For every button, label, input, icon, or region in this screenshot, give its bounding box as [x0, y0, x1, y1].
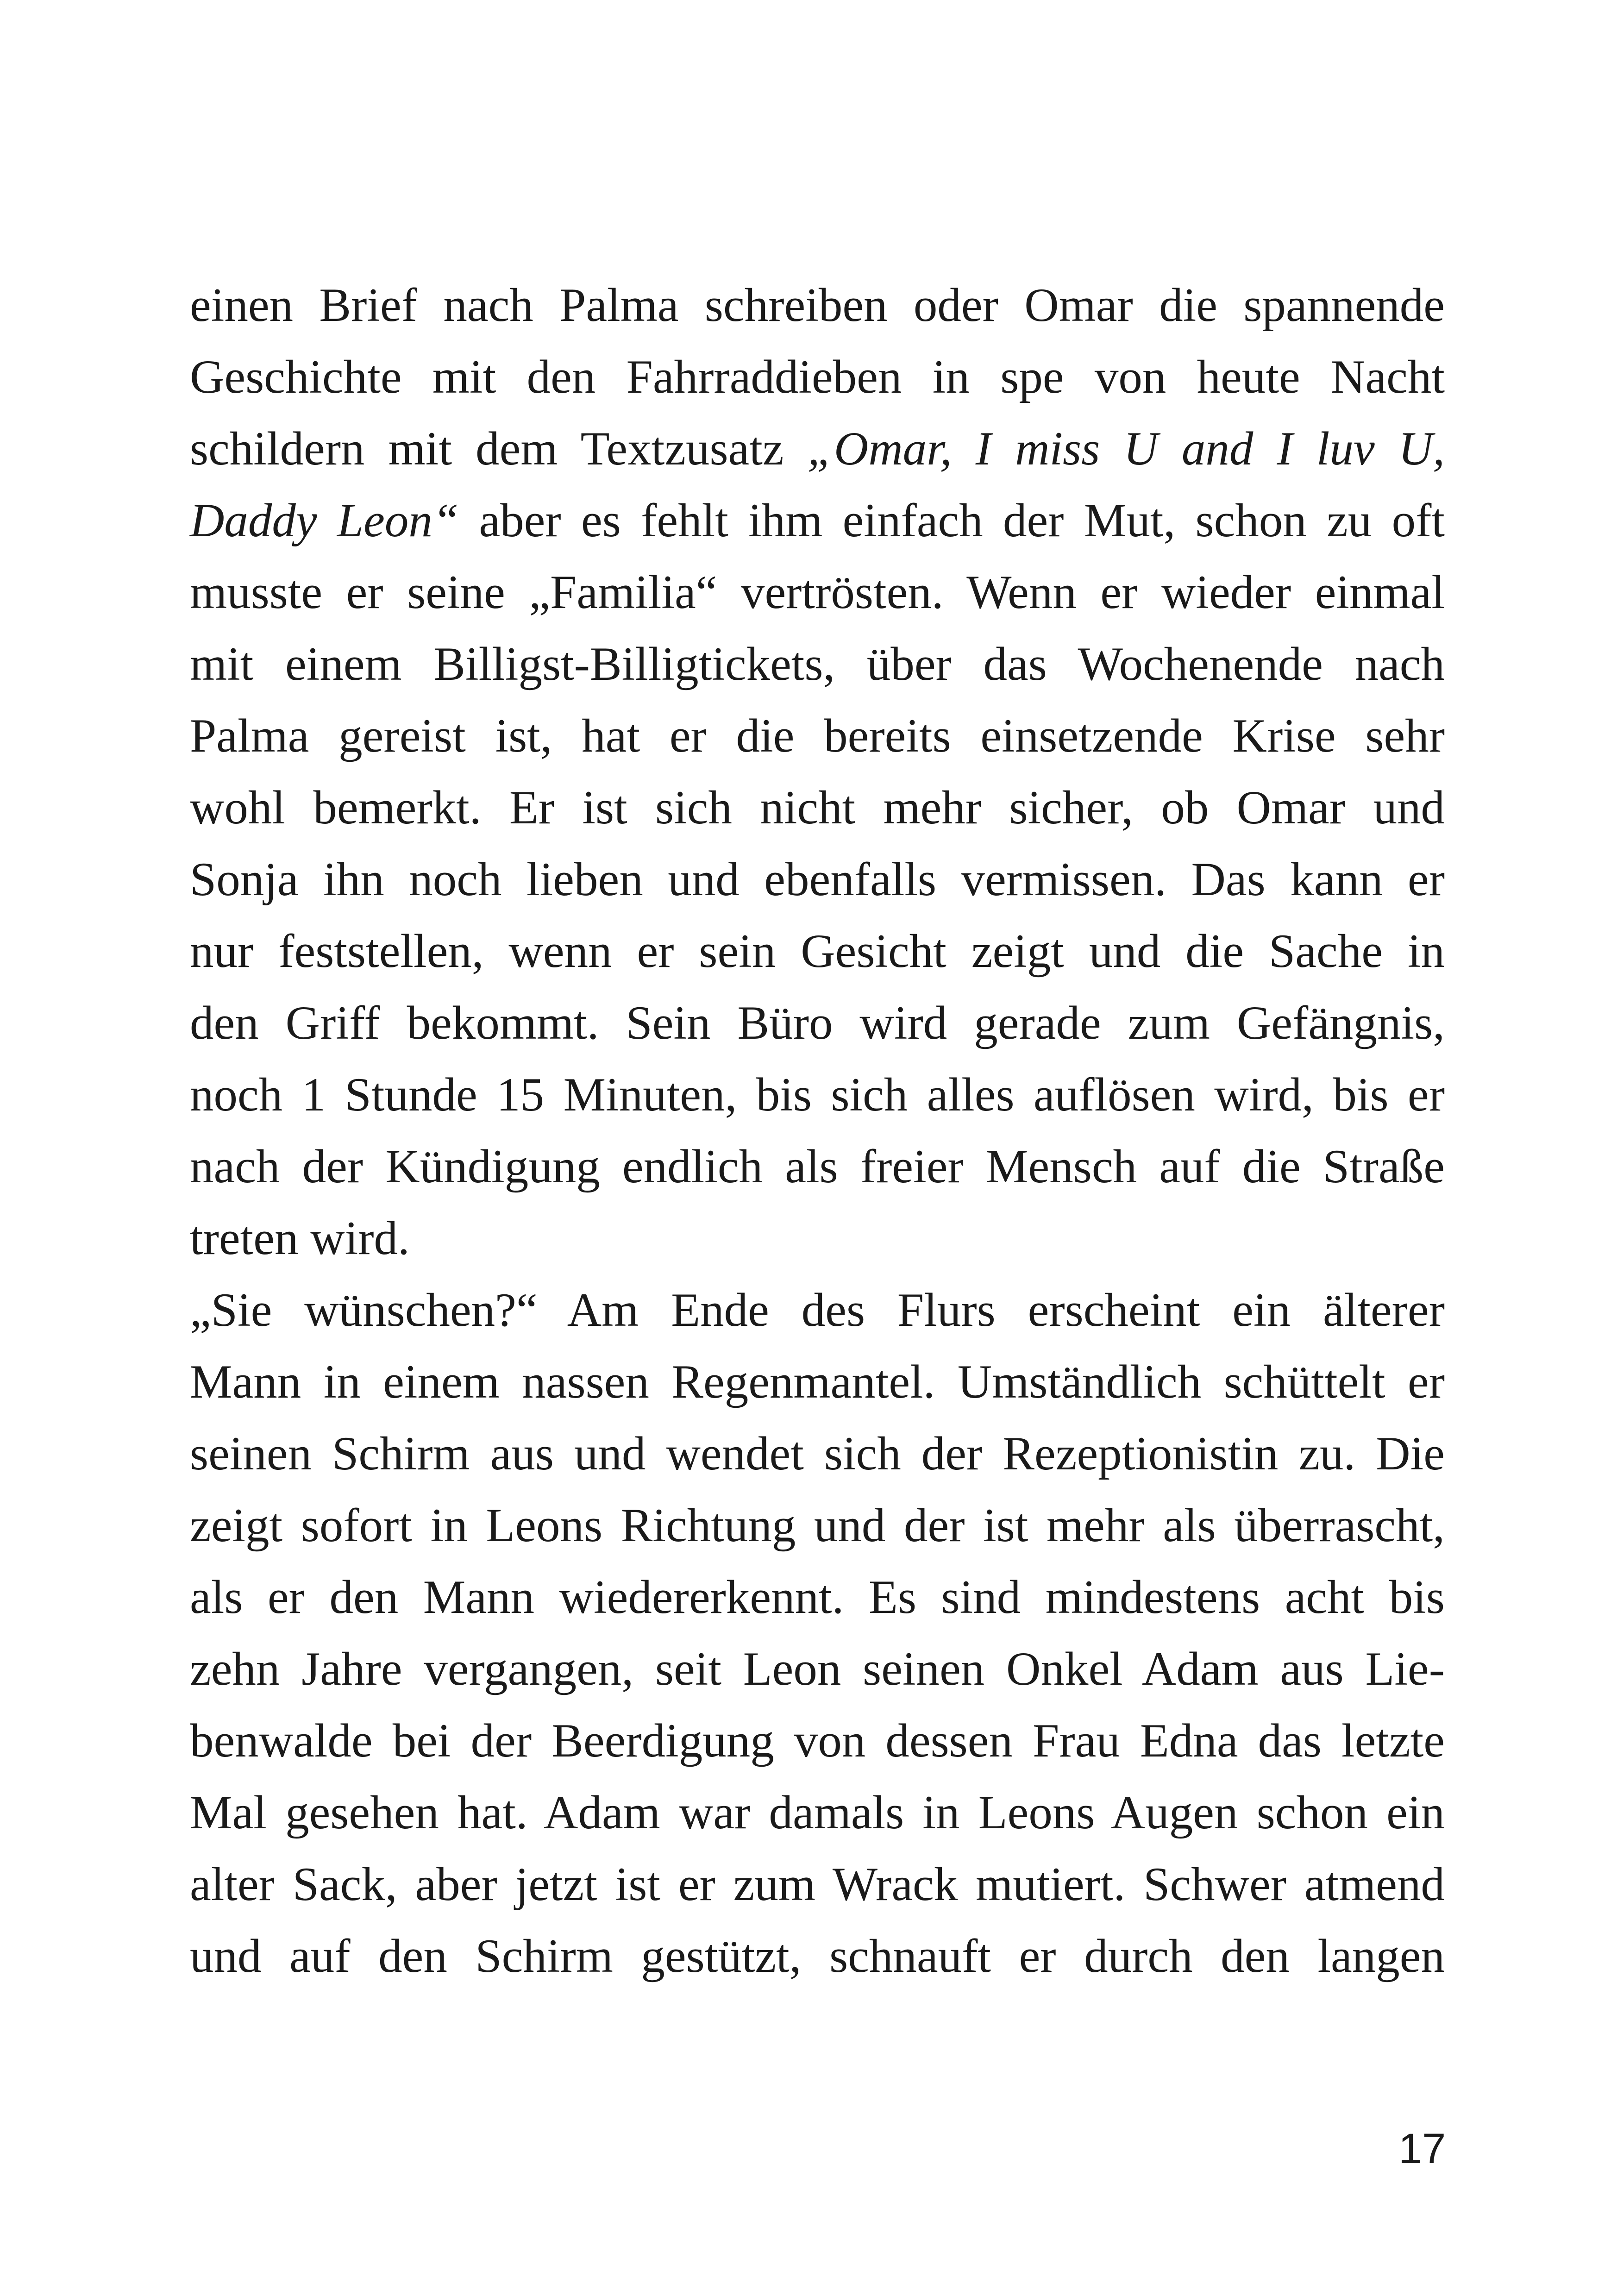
page-number: 17: [1398, 2125, 1446, 2172]
text-line: [190, 413, 1445, 485]
text-line-segment: aber es fehlt ihm einfach der Mut, schon zu oft: [479, 494, 1445, 547]
text-line: zehn Jahre vergangen, seit Leon seinen Onkel Adam aus Lie-: [190, 1643, 1445, 1695]
text-line: den Griff bekommt. Sein Büro wird gerade zum Gefängnis,: [190, 997, 1445, 1049]
text-line: [190, 485, 1445, 557]
text-line: seinen Schirm aus und wendet sich der Rezeptionistin zu. Die: [190, 1427, 1445, 1480]
text-line: wohl bemerkt. Er ist sich nicht mehr sicher, ob Omar und: [190, 781, 1445, 834]
text-line-segment: schildern mit dem Textzusatz: [190, 422, 808, 475]
italic-quote: „Omar, I miss U and I luv U,: [807, 422, 1445, 475]
text-line: musste er seine „Familia“ vertrösten. Wenn er wieder einmal: [190, 566, 1445, 619]
italic-quote: Daddy Leon“: [190, 494, 459, 547]
text-line: mit einem Billigst-Billigtickets, über das Wochenende nach: [190, 638, 1445, 690]
text-line: treten wird.: [190, 1212, 410, 1265]
text-line: nur feststellen, wenn er sein Gesicht zeigt und die Sache in: [190, 925, 1445, 978]
text-line: benwalde bei der Beerdigung von dessen Frau Edna das letzte: [190, 1714, 1445, 1767]
text-line: als er den Mann wiedererkennt. Es sind mindestens acht bis: [190, 1571, 1445, 1624]
body-text: [190, 270, 1445, 1992]
text-line: „Sie wünschen?“ Am Ende des Flurs erscheint ein älterer: [190, 1284, 1445, 1336]
text-line: Sonja ihn noch lieben und ebenfalls vermissen. Das kann er: [190, 853, 1445, 906]
text-line: noch 1 Stunde 15 Minuten, bis sich alles auflösen wird, bis er: [190, 1068, 1445, 1121]
text-line: zeigt sofort in Leons Richtung und der ist mehr als überrascht,: [190, 1499, 1445, 1552]
text-line: Geschichte mit den Fahrraddieben in spe von heute Nacht: [190, 351, 1445, 403]
text-line: nach der Kündigung endlich als freier Mensch auf die Straße: [190, 1140, 1445, 1193]
text-line: Mann in einem nassen Regenmantel. Umständlich schüttelt er: [190, 1355, 1445, 1408]
text-line: und auf den Schirm gestützt, schnauft er durch den langen: [190, 1930, 1445, 1982]
text-line: Mal gesehen hat. Adam war damals in Leons Augen schon ein: [190, 1786, 1445, 1839]
text-line: alter Sack, aber jetzt ist er zum Wrack mutiert. Schwer atmend: [190, 1858, 1445, 1911]
text-line: einen Brief nach Palma schreiben oder Omar die spannende: [190, 279, 1445, 332]
text-line: Palma gereist ist, hat er die bereits einsetzende Krise sehr: [190, 709, 1445, 762]
